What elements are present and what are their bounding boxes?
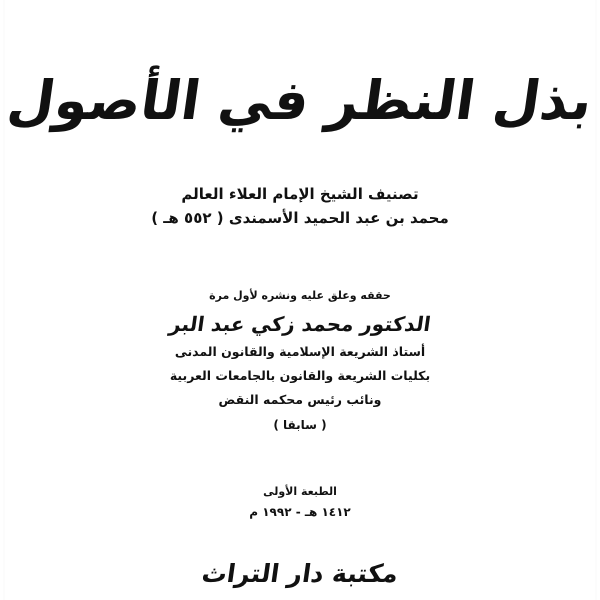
editor-title-line: ( سابقا ) bbox=[273, 418, 327, 432]
editor-title-line: بكليات الشريعة والقانون بالجامعات العربية bbox=[169, 368, 431, 383]
editor-title-line: ونائب رئيس محكمه النقض bbox=[218, 392, 382, 407]
book-title: بذل النظر في الأصول bbox=[3, 69, 597, 133]
editor-name: الدكتور محمد زكي عبد البر bbox=[167, 312, 433, 336]
edition-label: الطبعة الأولى bbox=[263, 485, 337, 498]
publisher-name: مكتبة دار التراث bbox=[199, 559, 401, 588]
editor-introduction: حققه وعلق عليه ونشره لأول مرة bbox=[209, 289, 391, 302]
author-name: محمد بن عبد الحميد الأسمندى ( ٥٥٢ هـ ) bbox=[151, 209, 449, 227]
publication-year: ١٤١٢ هـ - ١٩٩٢ م bbox=[249, 505, 351, 519]
editor-title-line: أستاذ الشريعة الإسلامية والقانون المدنى bbox=[174, 344, 426, 359]
author-description: تصنيف الشيخ الإمام العلاء العالم bbox=[181, 185, 419, 203]
